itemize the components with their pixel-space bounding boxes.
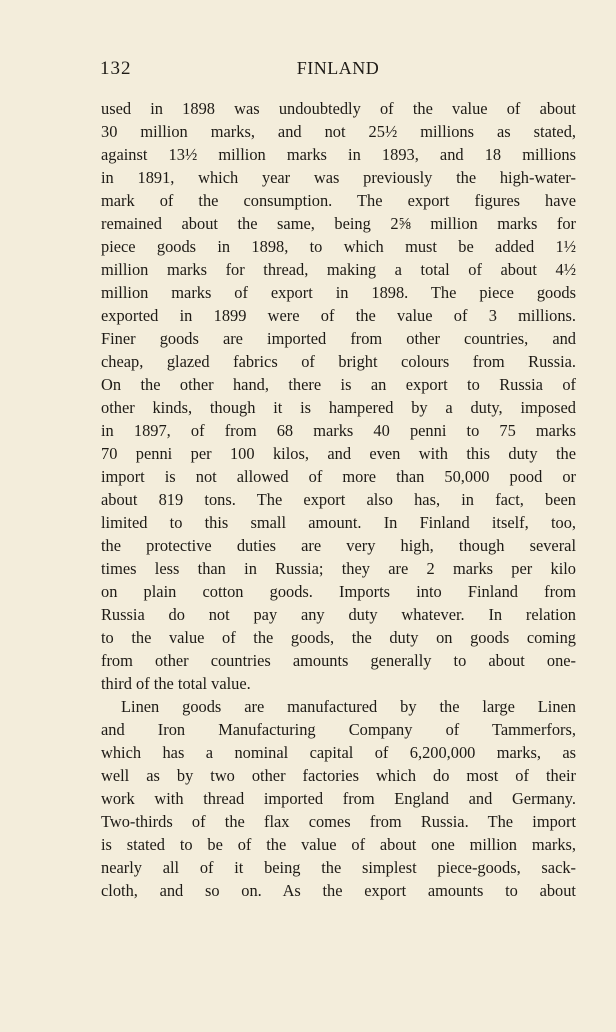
- text-line: Linen goods are manufactured by the large Linen: [121, 697, 576, 716]
- text-line: about 819 tons. The export also has, in fact, been: [101, 490, 576, 509]
- text-line: the protective duties are very high, though several: [101, 536, 576, 555]
- text-line: cloth, and so on. As the export amounts to about: [101, 881, 576, 900]
- text-line: in 1891, which year was previously the high-water-: [101, 168, 576, 187]
- text-line: 30 million marks, and not 25½ millions as stated,: [101, 122, 576, 141]
- text-line: from other countries amounts generally to about one-: [101, 651, 576, 670]
- text-line: on plain cotton goods. Imports into Finland from: [101, 582, 576, 601]
- text-line: used in 1898 was undoubtedly of the value of about: [101, 99, 576, 118]
- text-line: cheap, glazed fabrics of bright colours from Russia.: [101, 352, 576, 371]
- text-line: 70 penni per 100 kilos, and even with this duty the: [101, 444, 576, 463]
- text-line: million marks of export in 1898. The piece goods: [101, 283, 576, 302]
- text-line: import is not allowed of more than 50,000 pood or: [101, 467, 576, 486]
- text-line: limited to this small amount. In Finland itself, too,: [101, 513, 576, 532]
- text-line: times less than in Russia; they are 2 marks per kilo: [101, 559, 576, 578]
- paragraph-1: [101, 97, 576, 695]
- paragraph-2: [101, 695, 576, 902]
- text-line: exported in 1899 were of the value of 3 millions.: [101, 306, 576, 325]
- running-head: FINLAND: [296, 58, 380, 78]
- text-line: against 13½ million marks in 1893, and 18 millions: [101, 145, 576, 164]
- text-line: well as by two other factories which do most of their: [101, 766, 576, 785]
- text-line: other kinds, though it is hampered by a duty, imposed: [101, 398, 576, 417]
- text-line: million marks for thread, making a total of about 4½: [101, 260, 576, 279]
- text-line: third of the total value.: [101, 674, 251, 693]
- text-line: nearly all of it being the simplest piece-goods, sack-: [101, 858, 576, 877]
- page-number: 132: [100, 58, 132, 79]
- body-text: [101, 97, 576, 902]
- text-line: piece goods in 1898, to which must be added 1½: [101, 237, 576, 256]
- text-line: Russia do not pay any duty whatever. In relation: [101, 605, 576, 624]
- text-line: to the value of the goods, the duty on goods coming: [101, 628, 576, 647]
- text-line: and Iron Manufacturing Company of Tammerfors,: [101, 720, 576, 739]
- text-line: remained about the same, being 2⅝ million marks for: [101, 214, 576, 233]
- text-line: which has a nominal capital of 6,200,000 marks, as: [101, 743, 576, 762]
- text-line: On the other hand, there is an export to Russia of: [101, 375, 576, 394]
- page-header: [100, 58, 576, 88]
- text-line: work with thread imported from England and Germany.: [101, 789, 576, 808]
- text-line: Finer goods are imported from other countries, and: [101, 329, 576, 348]
- text-line: mark of the consumption. The export figures have: [101, 191, 576, 210]
- text-line: Two-thirds of the flax comes from Russia. The import: [101, 812, 576, 831]
- text-line: is stated to be of the value of about one million marks,: [101, 835, 576, 854]
- text-line: in 1897, of from 68 marks 40 penni to 75 marks: [101, 421, 576, 440]
